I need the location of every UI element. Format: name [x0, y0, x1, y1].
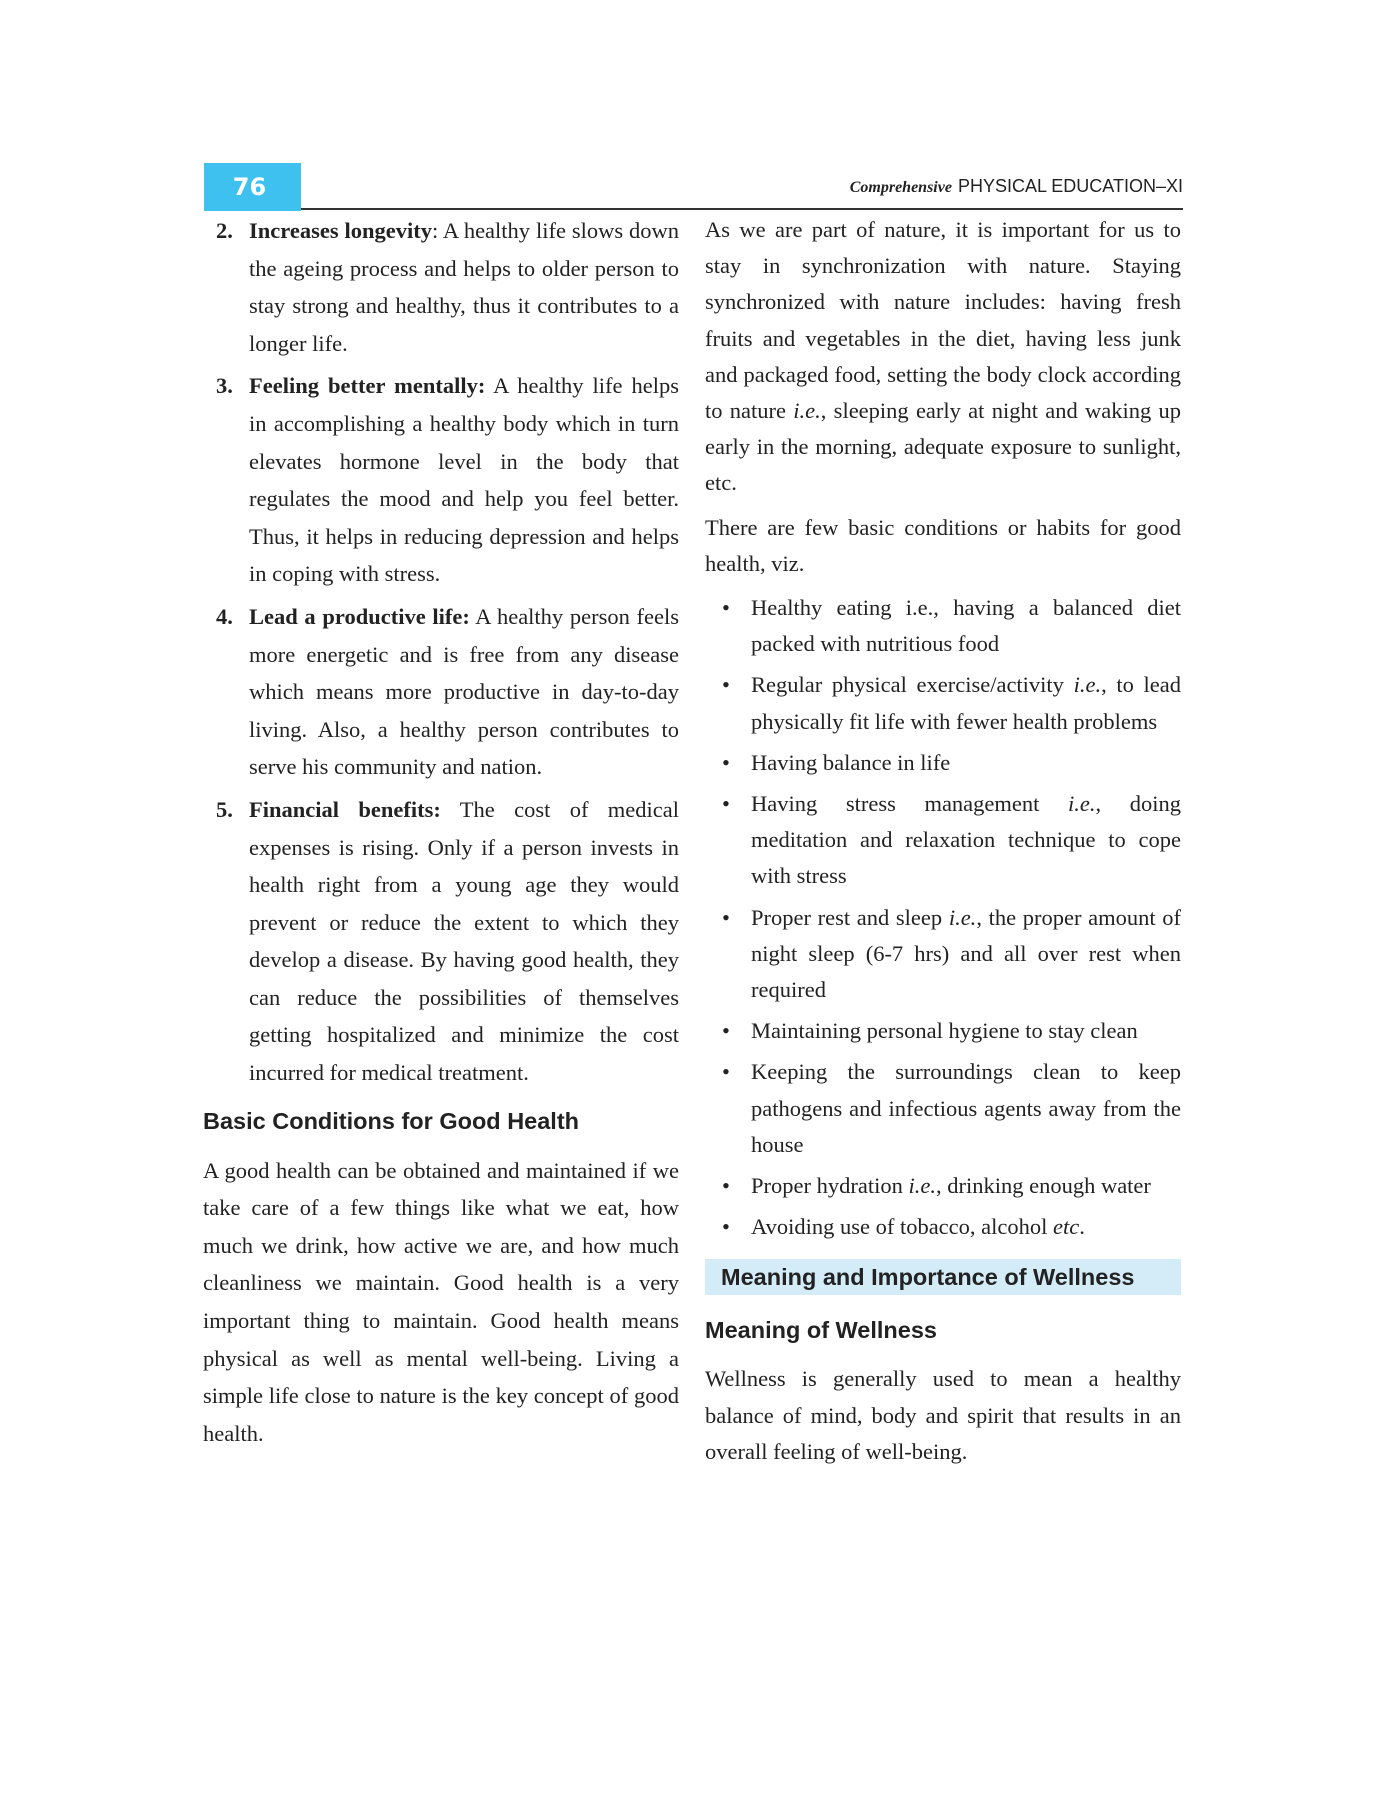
item-number: 5. [216, 796, 233, 822]
text: Proper hydration [751, 1173, 909, 1199]
list-item [705, 1054, 1181, 1163]
text: . [1079, 1214, 1085, 1240]
text-italic: etc [1053, 1214, 1080, 1240]
subsection-heading: Meaning of Wellness [705, 1317, 937, 1344]
page-number: 76 [204, 163, 301, 211]
paragraph: Wellness is generally used to mean a healthy balance of mind, body and spirit that results in an overall feeling of well-being. [705, 1366, 1181, 1464]
bullet-icon: • [722, 672, 730, 698]
item-text: A healthy life helps in accomplishing a healthy body which in turn elevates hormone level in the body that regulates the mood and help you feel better. Thus, it helps in reducing depression and helps in coping with stress. [249, 373, 680, 587]
text: Regular physical exercise/activity [751, 672, 1074, 698]
item-number: 4. [216, 603, 233, 629]
bullet-icon: • [722, 904, 730, 930]
item-text: A healthy person feels more energetic and is free from any disease which means more productive in day-to-day living. Also, a healthy person contributes to serve his community and nation. [249, 603, 679, 780]
item-title: Financial benefits: [249, 796, 441, 822]
text: Avoiding use of tobacco, alcohol [751, 1214, 1054, 1240]
text: Having stress management [751, 791, 1069, 817]
paragraph: There are few basic conditions or habits for good health, viz. [705, 514, 1181, 576]
book-title: PHYSICAL EDUCATION–XI [957, 176, 1183, 196]
bullet-icon: • [722, 1018, 730, 1044]
text: , doing meditation and relaxation technique to cope with stress [751, 791, 1181, 889]
text: Having balance in life [751, 749, 951, 775]
bullet-icon: • [722, 1173, 730, 1199]
header-rule [301, 208, 1183, 210]
list-item [705, 1013, 1181, 1049]
bullet-icon: • [722, 749, 730, 775]
bullet-icon: • [722, 1214, 730, 1240]
text: , the proper amount of night sleep (6-7 hrs) and all over rest when required [751, 904, 1181, 1003]
item-number: 3. [216, 373, 233, 399]
section-banner-heading: Meaning and Importance of Wellness [705, 1259, 1181, 1295]
item-text: A healthy life slows down the ageing process and helps to older person to stay strong and healthy, thus it contributes to a longer life. [249, 218, 680, 356]
text: Healthy eating i.e., having a balanced diet packed with nutritious food [751, 595, 1181, 657]
list-item [705, 1168, 1181, 1204]
text: Maintaining personal hygiene to stay clean [751, 1018, 1138, 1044]
text: Keeping the surroundings clean to keep pathogens and infectious agents away from the house [751, 1059, 1181, 1157]
benefits-list [203, 212, 679, 1092]
text: Proper rest and sleep [751, 904, 949, 930]
text-italic: i.e. [908, 1173, 936, 1199]
list-item [705, 900, 1181, 1009]
text: As we are part of nature, it is important for us to stay in synchronization with nature. Staying synchronized with nature includes: having fresh fruits and vegetables in the diet, having less junk and packaged food, setting the body clock according to nature [705, 217, 1181, 424]
habits-list [705, 590, 1181, 1245]
item-title: Feeling better mentally: [249, 373, 486, 399]
text-italic: i.e. [793, 398, 821, 424]
list-item [705, 786, 1181, 895]
running-header [850, 176, 1183, 197]
text-italic: i.e. [1068, 791, 1096, 817]
item-title: Lead a productive life: [249, 603, 470, 629]
item-sep: : [431, 218, 439, 243]
list-item [705, 1209, 1181, 1245]
text: , to lead physically fit life with fewer health problems [751, 672, 1181, 734]
list-item [203, 791, 679, 1092]
section-heading: Basic Conditions for Good Health [203, 1107, 580, 1134]
text: , sleeping early at night and waking up early in the morning, adequate exposure to sunlight, etc. [705, 398, 1182, 496]
item-title: Increases longevity [249, 218, 432, 243]
paragraph: A good health can be obtained and maintained if we take care of a few things like what we eat, how much we drink, how active we are, and how much cleanliness we maintain. Good health is a very important thing to maintain. Good health means physical as well as mental well-being. Living a simple life close to nature is the key concept of good health. [203, 1157, 679, 1446]
right-column [705, 212, 1181, 1478]
paragraph [705, 212, 1181, 502]
list-item [203, 598, 679, 786]
text-italic: i.e. [1073, 672, 1102, 698]
item-number: 2. [216, 218, 233, 243]
list-item [203, 212, 679, 362]
bullet-icon: • [722, 791, 730, 817]
item-text: The cost of medical expenses is rising. Only if a person invests in health right from a young age they would prevent or reduce the extent to which they develop a disease. By having good health, they can reduce the possibilities of themselves getting hospitalized and minimize the cost incurred for medical treatment. [249, 796, 679, 1086]
list-item [203, 367, 679, 593]
bullet-icon: • [722, 595, 730, 621]
list-item [705, 590, 1181, 662]
text-italic: i.e. [948, 904, 977, 930]
brand-logo-text: Comprehensive [849, 179, 952, 196]
bullet-icon: • [722, 1059, 730, 1085]
list-item [705, 745, 1181, 781]
left-column [203, 212, 679, 1460]
text: , drinking enough water [935, 1173, 1151, 1199]
list-item [705, 667, 1181, 739]
